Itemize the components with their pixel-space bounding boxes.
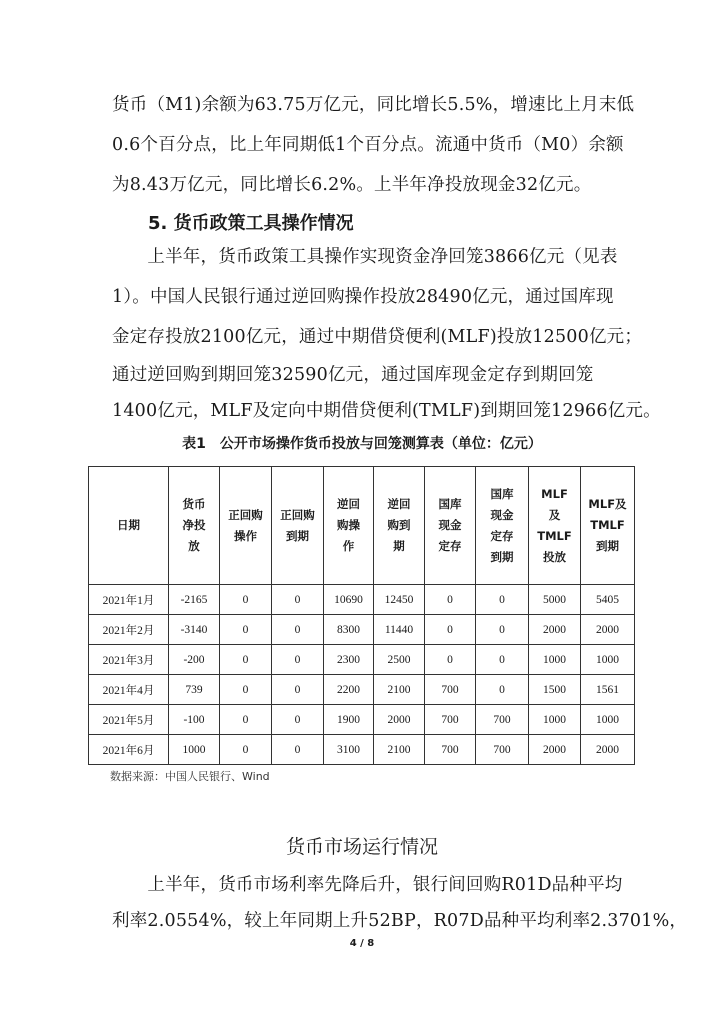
cell: 0 <box>272 615 324 645</box>
cell: 0 <box>476 675 529 705</box>
cell: -100 <box>169 705 220 735</box>
cell: -3140 <box>169 615 220 645</box>
cell: 0 <box>272 735 324 765</box>
para2-line-4: 通过逆回购到期回笼32590亿元，通过国库现金定存到期回笼 <box>112 365 594 385</box>
cell: 0 <box>425 585 476 615</box>
cell: 1561 <box>581 675 635 705</box>
cell: 5000 <box>529 585 581 615</box>
header-treasury-deposit: 国库 现金 定存 <box>425 467 476 585</box>
cell: 10690 <box>324 585 374 615</box>
header-mlf-injection: MLF 及 TMLF 投放 <box>529 467 581 585</box>
cell-date: 2021年6月 <box>89 735 169 765</box>
cell: 2100 <box>374 675 425 705</box>
cell: 700 <box>425 705 476 735</box>
header-reverse-op: 逆回 购操 作 <box>324 467 374 585</box>
cell: 0 <box>476 645 529 675</box>
money-market-heading: 货币市场运行情况 <box>285 836 438 858</box>
table-row <box>89 675 635 705</box>
section-5-title: 5. 货币政策工具操作情况 <box>148 213 354 234</box>
cell-date: 2021年4月 <box>89 675 169 705</box>
table-row <box>89 645 635 675</box>
cell: 0 <box>425 615 476 645</box>
para1-line-2: 0.6个百分点，比上年同期低1个百分点。流通中货币（M0）余额 <box>112 135 624 155</box>
cell: 2100 <box>374 735 425 765</box>
para3-line-1: 上半年，货币市场利率先降后升，银行间回购R01D品种平均 <box>112 875 623 895</box>
table-row <box>89 705 635 735</box>
cell: 739 <box>169 675 220 705</box>
cell: 0 <box>220 675 272 705</box>
cell: 2000 <box>529 615 581 645</box>
header-net: 货币 净投 放 <box>169 467 220 585</box>
cell: 700 <box>476 705 529 735</box>
cell: 1000 <box>529 645 581 675</box>
header-reverse-due: 逆回 购到 期 <box>374 467 425 585</box>
para1-line-1: 货币（M1)余额为63.75万亿元，同比增长5.5%，增速比上月末低 <box>112 95 635 115</box>
cell: 1900 <box>324 705 374 735</box>
cell: 1000 <box>581 705 635 735</box>
cell-date: 2021年5月 <box>89 705 169 735</box>
cell: 0 <box>220 585 272 615</box>
cell: 2000 <box>581 615 635 645</box>
cell: 2200 <box>324 675 374 705</box>
cell: 1000 <box>581 645 635 675</box>
cell: -200 <box>169 645 220 675</box>
cell: 1000 <box>169 735 220 765</box>
para1-line-3: 为8.43万亿元，同比增长6.2%。上半年净投放现金32亿元。 <box>112 175 592 195</box>
para2-line-1: 上半年，货币政策工具操作实现资金净回笼3866亿元（见表 <box>112 247 618 267</box>
cell: 0 <box>272 675 324 705</box>
cell: 700 <box>476 735 529 765</box>
header-treasury-due: 国库 现金 定存 到期 <box>476 467 529 585</box>
cell: 0 <box>425 645 476 675</box>
table-row <box>89 615 635 645</box>
cell: 5405 <box>581 585 635 615</box>
cell: 0 <box>220 645 272 675</box>
cell: 2000 <box>581 735 635 765</box>
cell: 2000 <box>374 705 425 735</box>
cell: -2165 <box>169 585 220 615</box>
cell: 3100 <box>324 735 374 765</box>
cell: 1000 <box>529 705 581 735</box>
table-caption: 表1 公开市场操作货币投放与回笼测算表（单位：亿元） <box>182 436 542 452</box>
cell-date: 2021年2月 <box>89 615 169 645</box>
para2-line-3: 金定存投放2100亿元，通过中期借贷便利(MLF)投放12500亿元； <box>112 327 643 347</box>
para2-line-5: 1400亿元，MLF及定向中期借贷便利(TMLF)到期回笼12966亿元。 <box>112 401 661 421</box>
table-row <box>89 585 635 615</box>
cell: 2000 <box>529 735 581 765</box>
table-row <box>89 735 635 765</box>
cell: 1500 <box>529 675 581 705</box>
table-header-row <box>89 467 635 585</box>
para3-line-2: 利率2.0554%，较上年同期上升52BP，R07D品种平均利率2.3701%， <box>112 911 688 931</box>
cell-date: 2021年3月 <box>89 645 169 675</box>
page-number: 4 / 8 <box>349 938 375 949</box>
header-repo-op: 正回购 操作 <box>220 467 272 585</box>
cell: 11440 <box>374 615 425 645</box>
cell: 0 <box>272 585 324 615</box>
cell: 8300 <box>324 615 374 645</box>
cell: 0 <box>476 615 529 645</box>
cell: 0 <box>220 615 272 645</box>
cell: 0 <box>220 705 272 735</box>
cell: 0 <box>272 645 324 675</box>
cell: 700 <box>425 675 476 705</box>
cell: 700 <box>425 735 476 765</box>
cell: 12450 <box>374 585 425 615</box>
header-date: 日期 <box>89 467 169 585</box>
header-repo-due: 正回购 到期 <box>272 467 324 585</box>
para2-line-2: 1）。中国人民银行通过逆回购操作投放28490亿元，通过国库现 <box>112 287 614 307</box>
cell: 2300 <box>324 645 374 675</box>
cell-date: 2021年1月 <box>89 585 169 615</box>
cell: 2500 <box>374 645 425 675</box>
cell: 0 <box>272 705 324 735</box>
header-mlf-due: MLF及 TMLF 到期 <box>581 467 635 585</box>
operations-table <box>88 466 635 765</box>
cell: 0 <box>476 585 529 615</box>
table-source-note: 数据来源：中国人民银行、Wind <box>110 770 270 783</box>
cell: 0 <box>220 735 272 765</box>
